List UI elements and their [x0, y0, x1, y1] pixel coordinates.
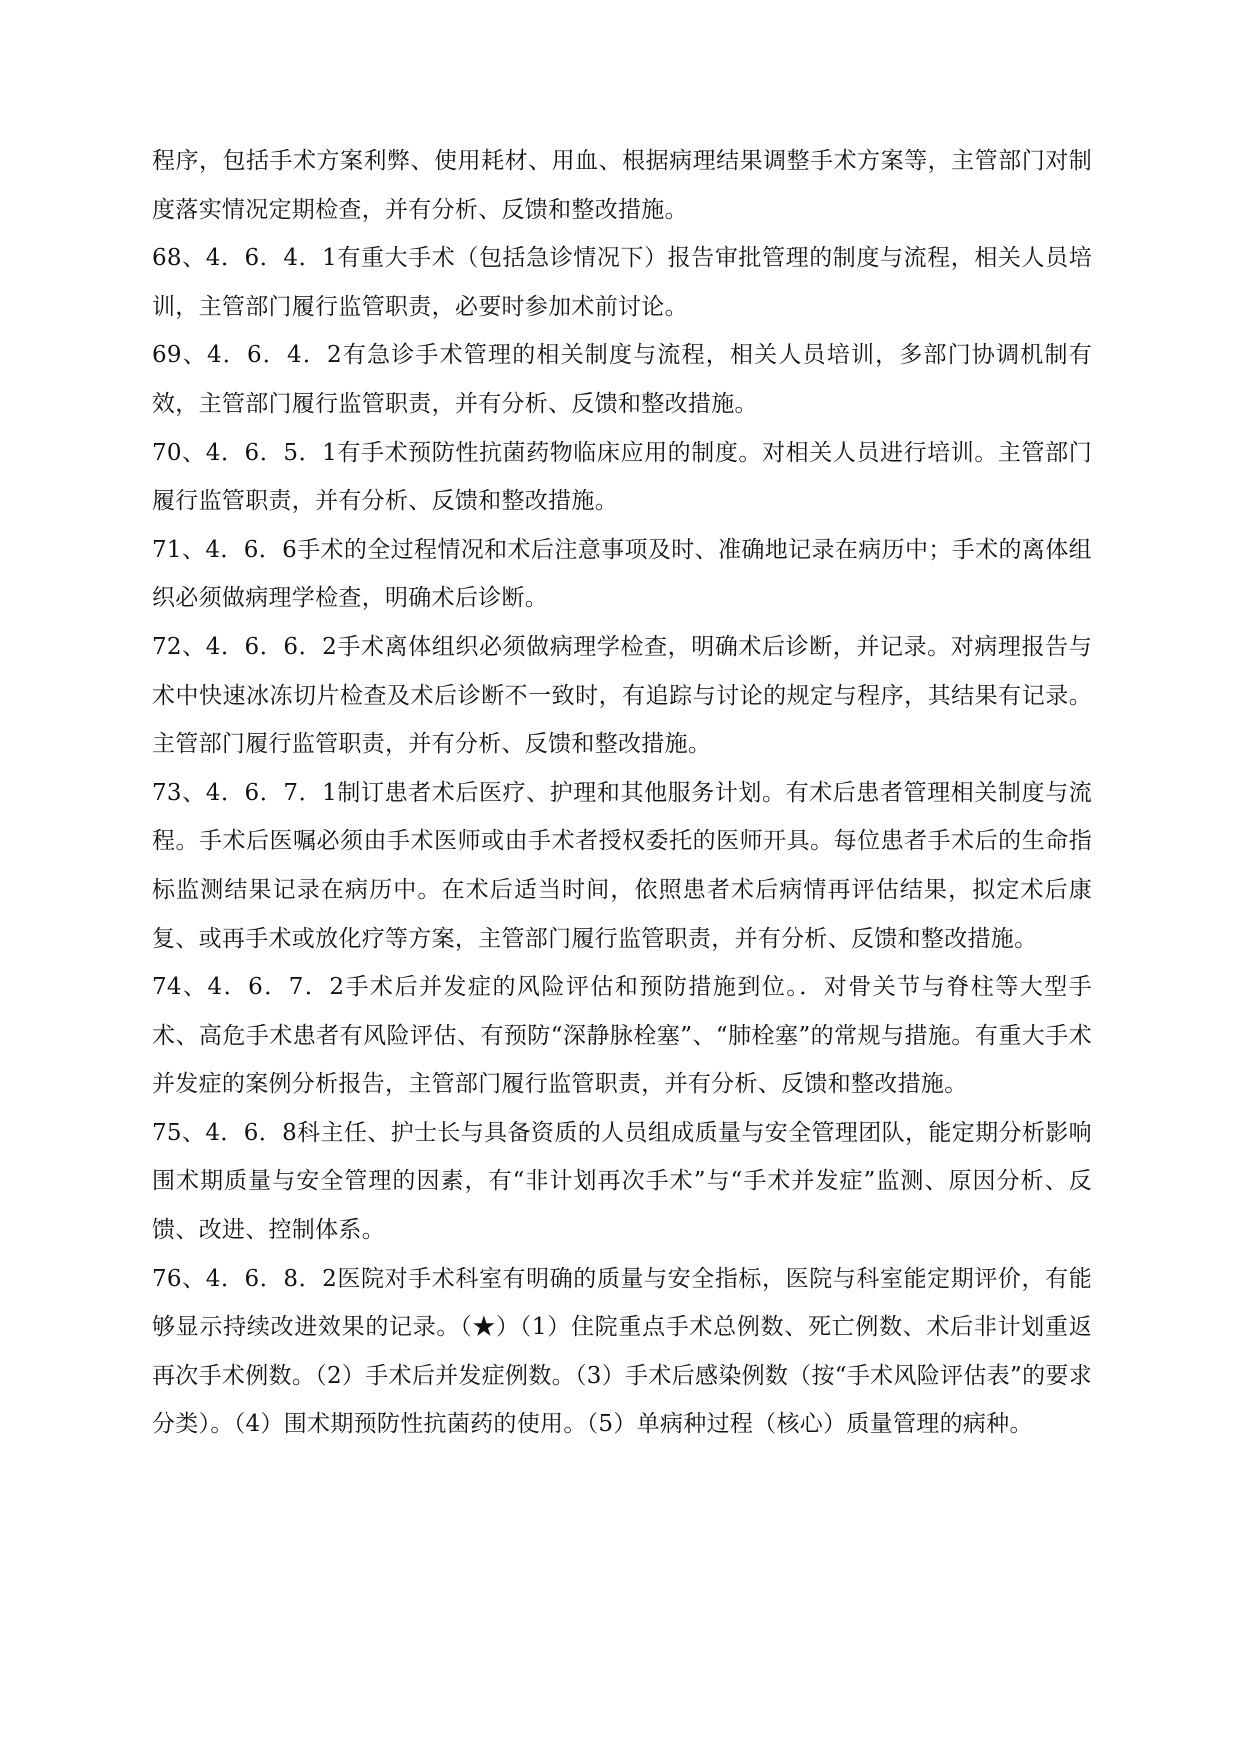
- paragraph-item-71: 71、4．6．6手术的全过程情况和术后注意事项及时、准确地记录在病历中；手术的离体组织必须做病理学检查，明确术后诊断。: [152, 536, 1092, 612]
- paragraph-item-76: 76、4．6．8．2医院对手术科室有明确的质量与安全指标，医院与科室能定期评价，有能够显示持续改进效果的记录。（★）（1）住院重点手术总例数、死亡例数、术后非计划重返再次手术例数。（2）手术后并发症例数。（3）手术后感染例数（按“手术风险评估表”的要求分类）。（4）围术期预防性抗菌药的使用。（5）单病种过程（核心）质量管理的病种。: [152, 1265, 1092, 1438]
- paragraph-item-69: 69、4．6．4．2有急诊手术管理的相关制度与流程，相关人员培训，多部门协调机制有效，主管部门履行监管职责，并有分析、反馈和整改措施。: [152, 342, 1092, 417]
- paragraph-item-70: 70、4．6．5．1有手术预防性抗菌药物临床应用的制度。对相关人员进行培训。主管部门履行监管职责，并有分析、反馈和整改措施。: [152, 439, 1092, 515]
- paragraph-item-75: 75、4．6．8科主任、护士长与具备资质的人员组成质量与安全管理团队，能定期分析影响围术期质量与安全管理的因素，有“非计划再次手术”与“手术并发症”监测、原因分析、反馈、改进、控制体系。: [152, 1119, 1092, 1244]
- paragraph-continuation: 程序，包括手术方案利弊、使用耗材、用血、根据病理结果调整手术方案等，主管部门对制度落实情况定期检查，并有分析、反馈和整改措施。: [152, 148, 1092, 223]
- document-body: [152, 137, 1092, 1449]
- paragraph-item-73: 73、4．6．7．1制订患者术后医疗、护理和其他服务计划。有术后患者管理相关制度与流程。手术后医嘱必须由手术医师或由手术者授权委托的医师开具。每位患者手术后的生命指标监测结果记录在病历中。在术后适当时间，依照患者术后病情再评估结果，拟定术后康复、或再手术或放化疗等方案，主管部门履行监管职责，并有分析、反馈和整改措施。: [152, 779, 1092, 952]
- paragraph-item-68: 68、4．6．4．1有重大手术（包括急诊情况下）报告审批管理的制度与流程，相关人员培训，主管部门履行监管职责，必要时参加术前讨论。: [152, 245, 1092, 320]
- paragraph-item-72: 72、4．6．6．2手术离体组织必须做病理学检查，明确术后诊断，并记录。对病理报告与术中快速冰冻切片检查及术后诊断不一致时，有追踪与讨论的规定与程序，其结果有记录。主管部门履行监管职责，并有分析、反馈和整改措施。: [152, 633, 1092, 758]
- paragraph-item-74: 74、4．6．7．2手术后并发症的风险评估和预防措施到位。．对骨关节与脊柱等大型手术、高危手术患者有风险评估、有预防“深静脉栓塞”、“肺栓塞”的常规与措施。有重大手术并发症的案例分析报告，主管部门履行监管职责，并有分析、反馈和整改措施。: [152, 974, 1092, 1098]
